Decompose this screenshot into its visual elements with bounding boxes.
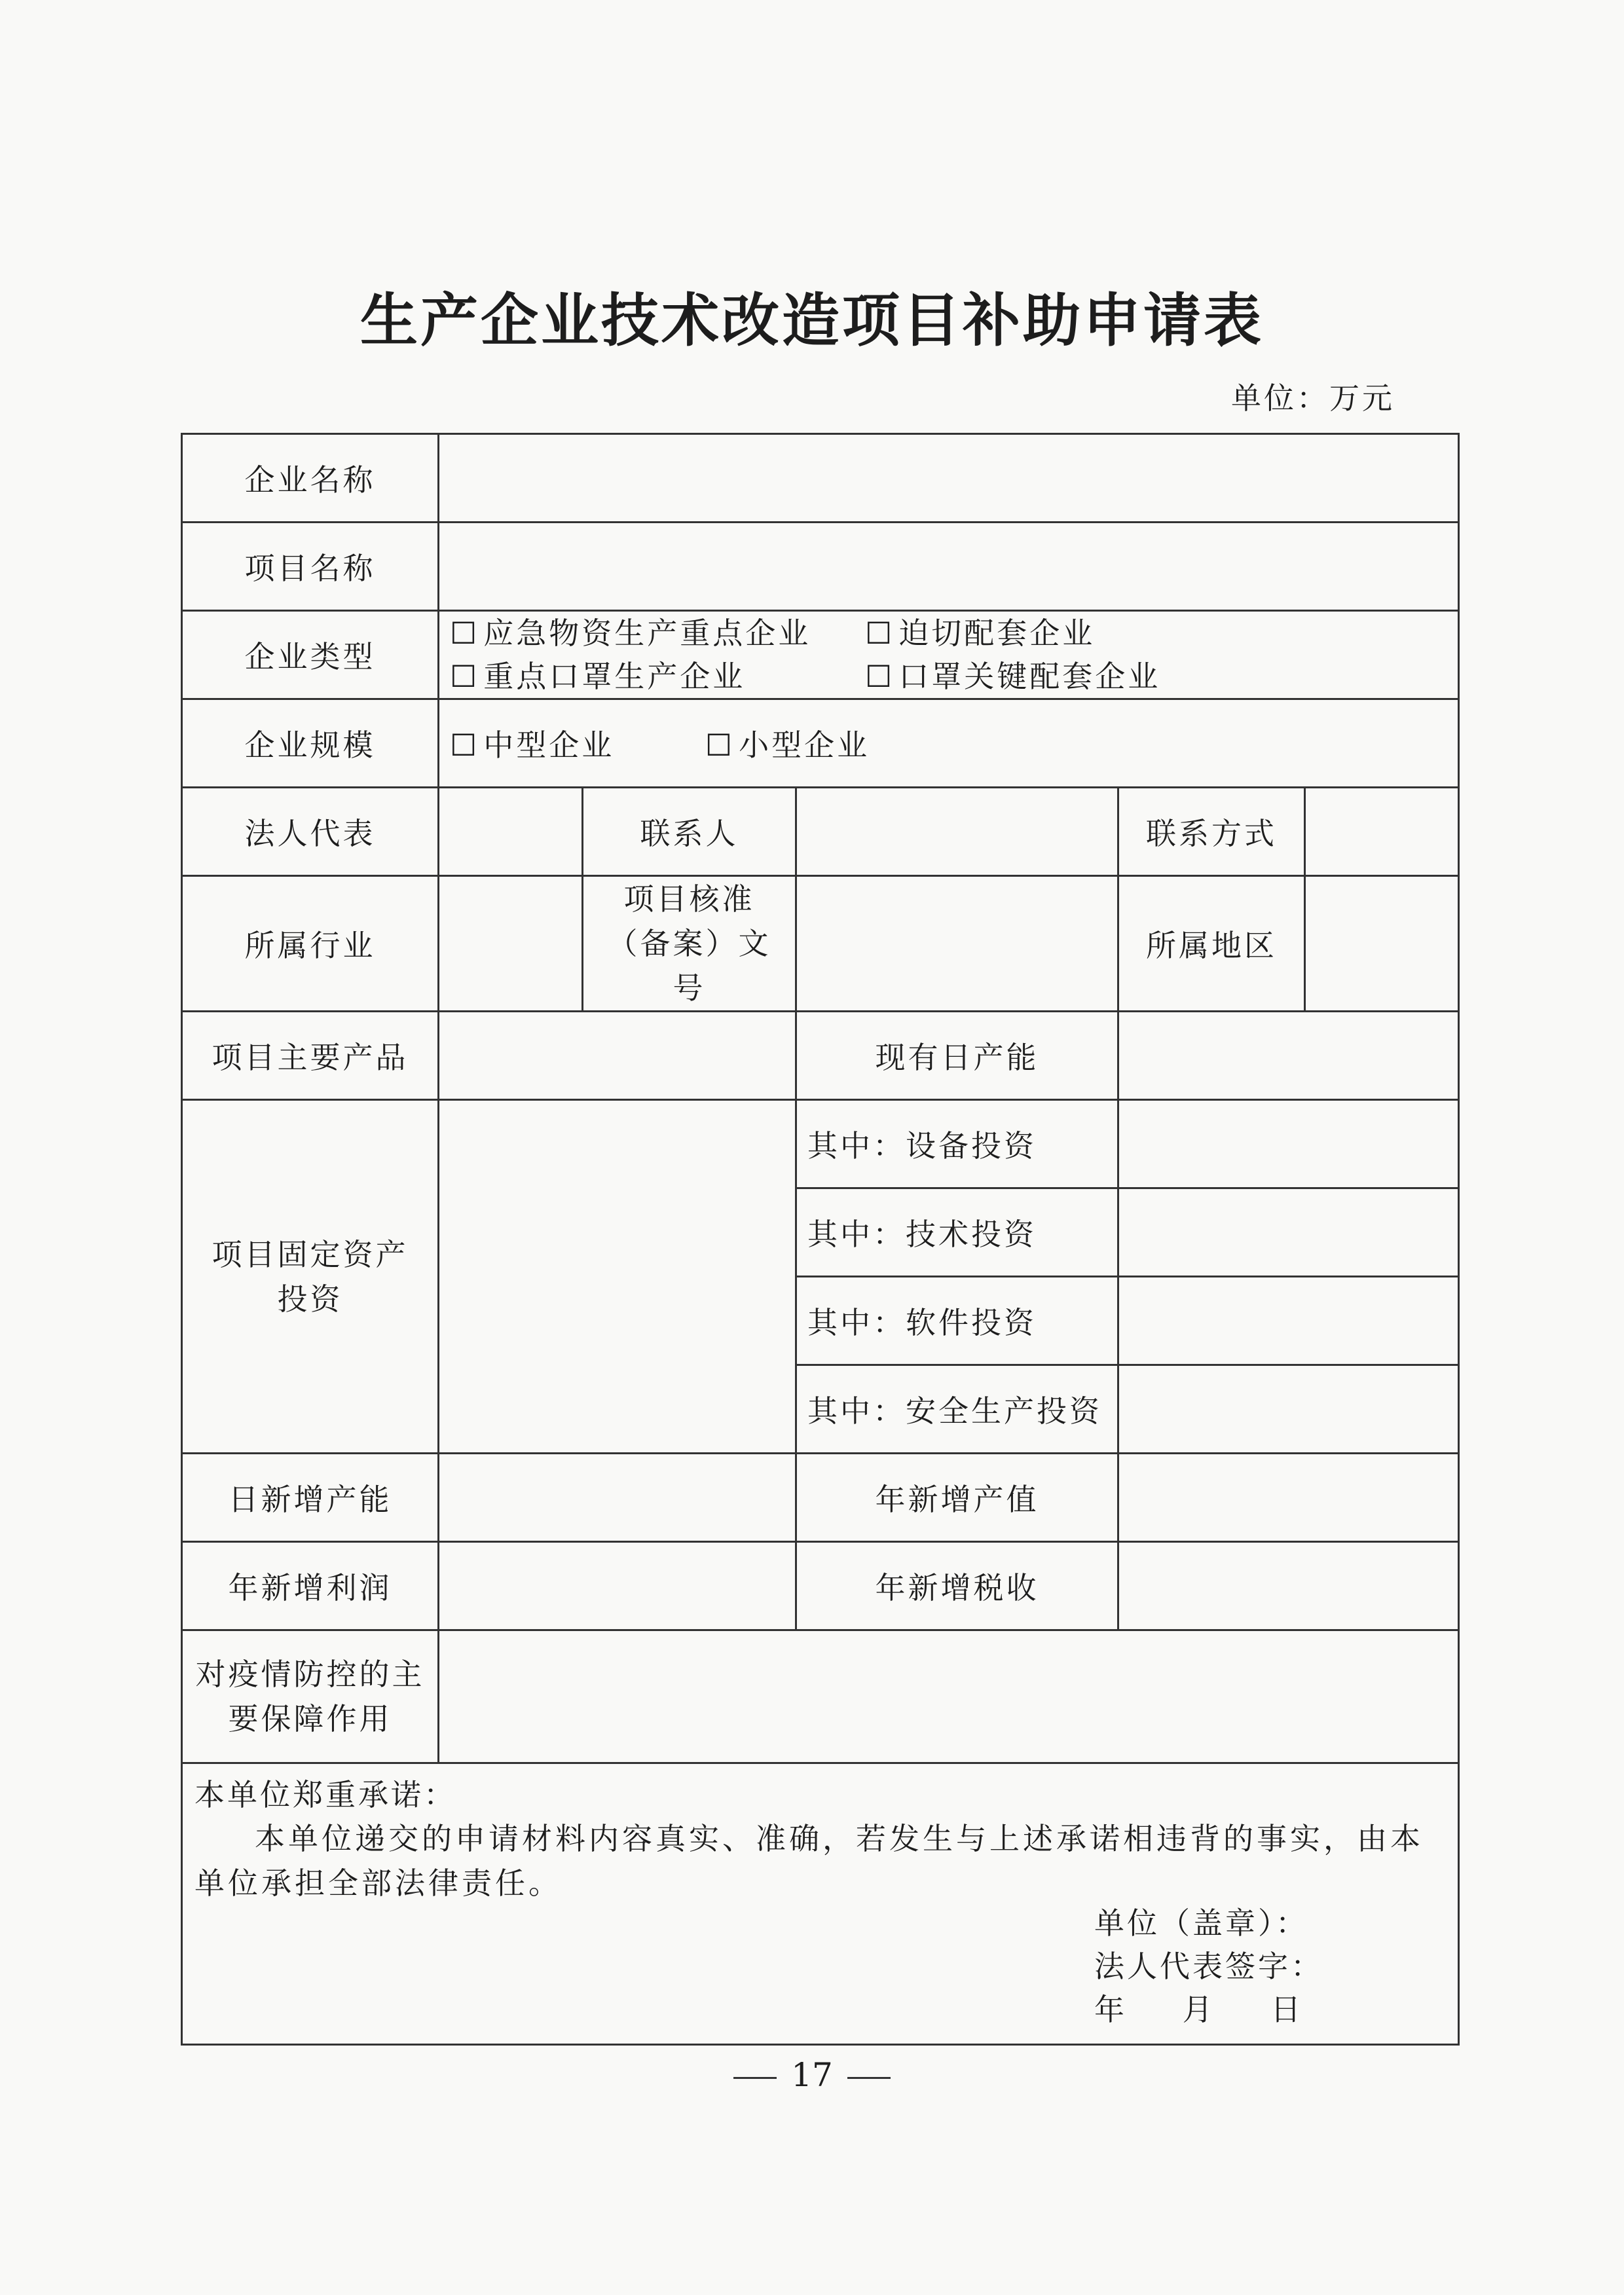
label-new-annual-tax: 年新增税收 — [796, 1542, 1118, 1630]
input-approval-no[interactable] — [796, 876, 1118, 1012]
input-contact-person[interactable] — [796, 788, 1118, 876]
label-equip-invest: 其中：设备投资 — [796, 1100, 1118, 1188]
checkbox-icon[interactable]: ☐ — [450, 727, 480, 763]
row-company-scale — [182, 699, 1459, 788]
label-contact-person: 联系人 — [583, 788, 796, 876]
label-company-scale: 企业规模 — [182, 699, 439, 788]
label-approval-no: 项目核准 （备案）文号 — [583, 876, 796, 1012]
pledge-heading: 本单位郑重承诺： — [194, 1777, 456, 1812]
input-project-name[interactable] — [439, 523, 1459, 611]
input-new-annual-profit[interactable] — [439, 1542, 796, 1630]
row-pledge — [182, 1763, 1459, 2045]
checkbox-icon[interactable]: ☐ — [450, 659, 480, 694]
row-epidemic-role — [182, 1630, 1459, 1763]
input-company-name[interactable] — [439, 434, 1459, 523]
signature-line: 法人代表签字： — [1094, 1949, 1323, 1984]
label-project-name: 项目名称 — [182, 523, 439, 611]
input-fixed-asset-investment[interactable] — [439, 1100, 796, 1454]
label-company-type: 企业类型 — [182, 611, 439, 699]
option-emergency-supplies[interactable]: ☐ 应急物资生产重点企业 — [450, 615, 811, 651]
date-line — [1094, 1988, 1323, 2031]
label-company-name: 企业名称 — [182, 434, 439, 523]
input-legal-rep[interactable] — [439, 788, 583, 876]
row-legal-rep — [182, 788, 1459, 876]
company-type-options — [439, 611, 1459, 699]
input-region[interactable] — [1305, 876, 1459, 1012]
label-new-annual-output: 年新增产值 — [796, 1454, 1118, 1542]
checkbox-icon[interactable]: ☐ — [450, 615, 480, 651]
unit-note: 单位：万元 — [1231, 380, 1395, 416]
date-month: 月 — [1182, 1992, 1215, 2027]
label-fixed-asset-investment: 项目固定资产 投资 — [182, 1100, 439, 1454]
input-industry[interactable] — [439, 876, 583, 1012]
date-day: 日 — [1270, 1992, 1304, 2027]
option-urgent-supporting[interactable]: ☐ 迫切配套企业 — [865, 615, 1096, 651]
row-new-annual-profit — [182, 1542, 1459, 1630]
input-safety-invest[interactable] — [1118, 1365, 1459, 1454]
checkbox-icon[interactable]: ☐ — [865, 659, 895, 694]
checkbox-icon[interactable]: ☐ — [705, 727, 735, 763]
row-main-products — [182, 1012, 1459, 1100]
label-industry: 所属行业 — [182, 876, 439, 1012]
option-small-enterprise[interactable]: ☐ 小型企业 — [705, 727, 870, 763]
row-new-daily-capacity — [182, 1454, 1459, 1542]
row-company-name — [182, 434, 1459, 523]
seal-line: 单位（盖章）： — [1094, 1905, 1308, 1941]
signature-block — [1094, 1901, 1323, 2031]
input-new-annual-tax[interactable] — [1118, 1542, 1459, 1630]
label-new-daily-capacity: 日新增产能 — [182, 1454, 439, 1542]
label-new-annual-profit: 年新增利润 — [182, 1542, 439, 1630]
label-current-daily-capacity: 现有日产能 — [796, 1012, 1118, 1100]
input-epidemic-role[interactable] — [439, 1630, 1459, 1763]
application-form-table — [181, 433, 1460, 2046]
input-contact-method[interactable] — [1305, 788, 1459, 876]
dash-left — [733, 2077, 777, 2079]
company-scale-options — [439, 699, 1459, 788]
input-new-daily-capacity[interactable] — [439, 1454, 796, 1542]
label-legal-rep: 法人代表 — [182, 788, 439, 876]
label-software-invest: 其中：软件投资 — [796, 1277, 1118, 1365]
label-safety-invest: 其中：安全生产投资 — [796, 1365, 1118, 1454]
input-current-daily-capacity[interactable] — [1118, 1012, 1459, 1100]
option-mask-key-supporting[interactable]: ☐ 口罩关键配套企业 — [865, 659, 1161, 694]
label-contact-method: 联系方式 — [1118, 788, 1305, 876]
label-region: 所属地区 — [1118, 876, 1305, 1012]
input-tech-invest[interactable] — [1118, 1188, 1459, 1277]
form-title: 生产企业技术改造项目补助申请表 — [360, 287, 1264, 354]
row-company-type — [182, 611, 1459, 699]
label-main-products: 项目主要产品 — [182, 1012, 439, 1100]
label-epidemic-role: 对疫情防控的主 要保障作用 — [182, 1630, 439, 1763]
dash-right — [847, 2077, 891, 2079]
row-equip-invest — [182, 1100, 1459, 1188]
input-software-invest[interactable] — [1118, 1277, 1459, 1365]
checkbox-icon[interactable]: ☐ — [865, 615, 895, 651]
label-tech-invest: 其中：技术投资 — [796, 1188, 1118, 1277]
date-year: 年 — [1094, 1992, 1127, 2027]
pledge-section — [182, 1763, 1459, 2045]
pledge-body: 本单位递交的申请材料内容真实、准确，若发生与上述承诺相违背的事实，由本单位承担全部法律责任。 — [194, 1821, 1424, 1901]
input-new-annual-output[interactable] — [1118, 1454, 1459, 1542]
row-project-name — [182, 523, 1459, 611]
page-number: 17 — [0, 2056, 1624, 2094]
input-equip-invest[interactable] — [1118, 1100, 1459, 1188]
input-main-products[interactable] — [439, 1012, 796, 1100]
row-industry — [182, 876, 1459, 1012]
option-medium-enterprise[interactable]: ☐ 中型企业 — [450, 727, 615, 763]
option-key-mask-producer[interactable]: ☐ 重点口罩生产企业 — [450, 659, 746, 694]
